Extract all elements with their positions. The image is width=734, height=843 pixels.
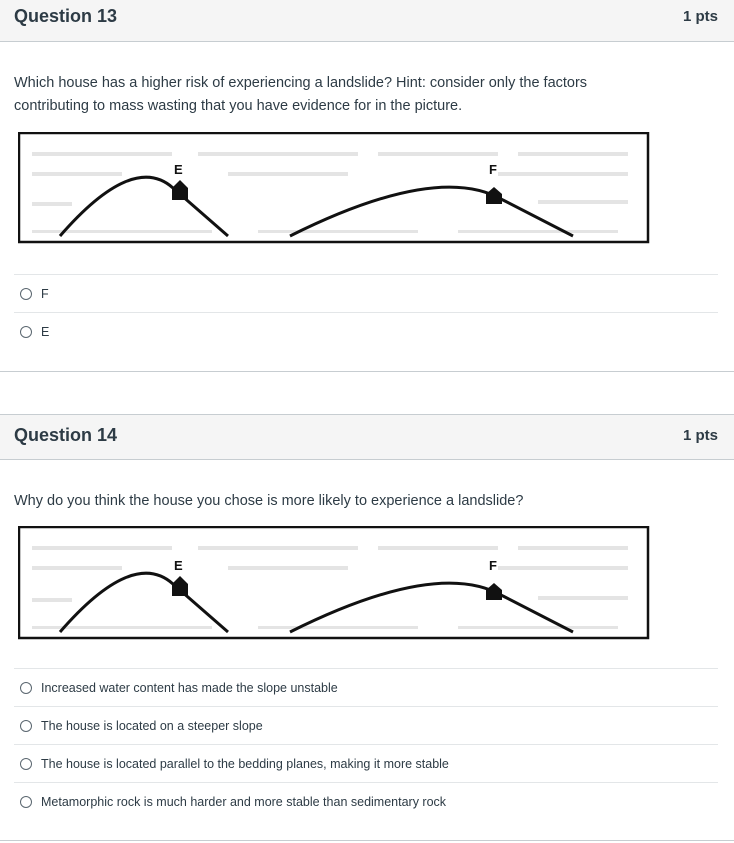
answer-label: E: [41, 324, 50, 339]
slope-diagram: [18, 526, 650, 640]
question-13-text-line2: contributing to mass wasting that you have evidence for in the picture.: [14, 98, 463, 114]
question-13-text-line1: Which house has a higher risk of experiencing a landslide? Hint: consider only the factors: [14, 75, 588, 91]
question-14-points: 1 pts: [682, 427, 718, 444]
question-13-text: [14, 72, 694, 118]
answer-label: F: [41, 286, 49, 301]
answer-water-content[interactable]: [14, 668, 718, 706]
question-14-title: Question 14: [14, 425, 118, 445]
radio-button[interactable]: [20, 758, 32, 770]
answer-label: Increased water content has made the slope unstable: [41, 680, 338, 695]
question-13-divider: [0, 371, 734, 372]
question-13-points: 1 pts: [682, 8, 718, 25]
question-13-answers: [14, 274, 718, 350]
radio-button[interactable]: [20, 682, 32, 694]
question-14-landslide-figure: [18, 526, 650, 638]
question-13-title: Question 13: [14, 6, 118, 26]
question-14-divider: [0, 840, 734, 841]
radio-button[interactable]: [20, 796, 32, 808]
question-13-landslide-figure: [18, 132, 650, 244]
house-e-label: E: [174, 558, 183, 573]
house-e-label: E: [174, 162, 183, 177]
question-13-header: [0, 0, 734, 42]
answer-steeper-slope[interactable]: [14, 706, 718, 744]
question-14-answers: [14, 668, 718, 820]
house-f-label: F: [489, 162, 497, 177]
question-14-text: Why do you think the house you chose is more likely to experience a landslide?: [14, 493, 524, 509]
answer-label: The house is located on a steeper slope: [41, 718, 263, 733]
question-14-header: [0, 414, 734, 460]
answer-metamorphic-rock[interactable]: [14, 782, 718, 820]
answer-label: Metamorphic rock is much harder and more stable than sedimentary rock: [41, 794, 447, 809]
radio-button[interactable]: [20, 720, 32, 732]
answer-e[interactable]: [14, 312, 718, 350]
answer-bedding-planes[interactable]: [14, 744, 718, 782]
house-f-label: F: [489, 558, 497, 573]
answer-f[interactable]: [14, 274, 718, 312]
radio-button[interactable]: [20, 288, 32, 300]
radio-button[interactable]: [20, 326, 32, 338]
answer-label: The house is located parallel to the bedding planes, making it more stable: [41, 756, 449, 771]
slope-diagram: [18, 132, 650, 244]
